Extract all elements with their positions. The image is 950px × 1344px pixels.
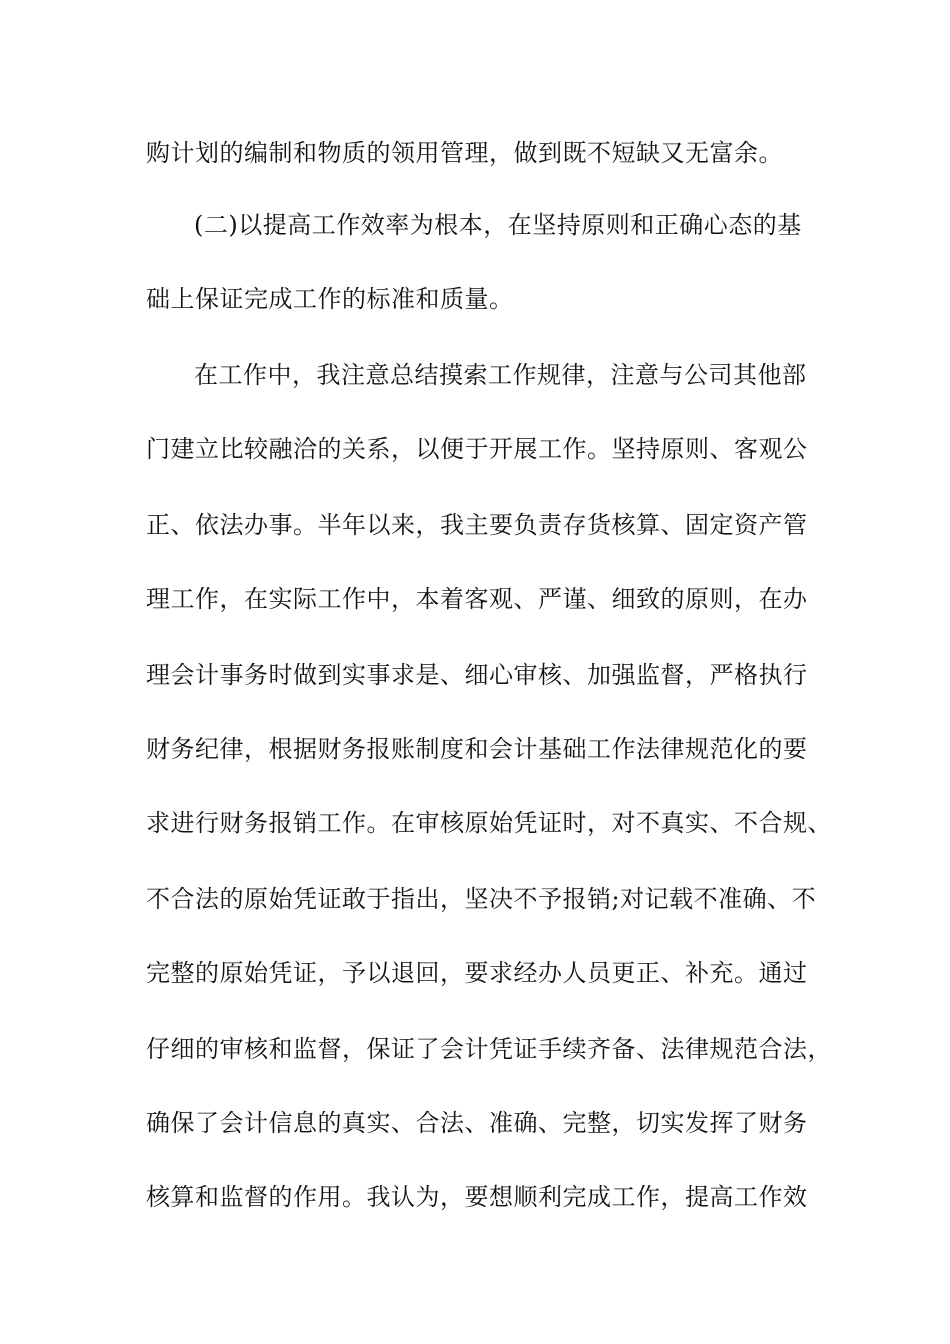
- text-line: 础上保证完成工作的标准和质量。: [146, 285, 514, 313]
- text-line: 财务纪律，根据财务报账制度和会计基础工作法律规范化的要: [146, 735, 808, 763]
- text-line: 确保了会计信息的真实、合法、准确、完整，切实发挥了财务: [146, 1109, 808, 1137]
- text-line: 不合法的原始凭证敢于指出，坚决不予报销;对记载不准确、不: [146, 885, 817, 913]
- text-line: 正、依法办事。半年以来，我主要负责存货核算、固定资产管: [146, 511, 808, 539]
- text-line: 门建立比较融洽的关系，以便于开展工作。坚持原则、客观公: [146, 435, 808, 463]
- text-line: 仔细的审核和监督，保证了会计凭证手续齐备、法律规范合法，: [146, 1035, 832, 1063]
- paragraph-start: 在工作中，我注意总结摸索工作规律，注意与公司其他部: [194, 361, 807, 389]
- paragraph-heading: (二)以提高工作效率为根本，在坚持原则和正确心态的基: [194, 211, 802, 239]
- text-line: 购计划的编制和物质的领用管理，做到既不短缺又无富余。: [146, 139, 783, 167]
- text-line: 理工作，在实际工作中，本着客观、严谨、细致的原则，在办: [146, 585, 808, 613]
- text-line: 求进行财务报销工作。在审核原始凭证时，对不真实、不合规、: [146, 809, 832, 837]
- text-line: 完整的原始凭证，予以退回，要求经办人员更正、补充。通过: [146, 959, 808, 987]
- text-line: 核算和监督的作用。我认为，要想顺利完成工作，提高工作效: [146, 1183, 808, 1211]
- text-line: 理会计事务时做到实事求是、细心审核、加强监督，严格执行: [146, 661, 808, 689]
